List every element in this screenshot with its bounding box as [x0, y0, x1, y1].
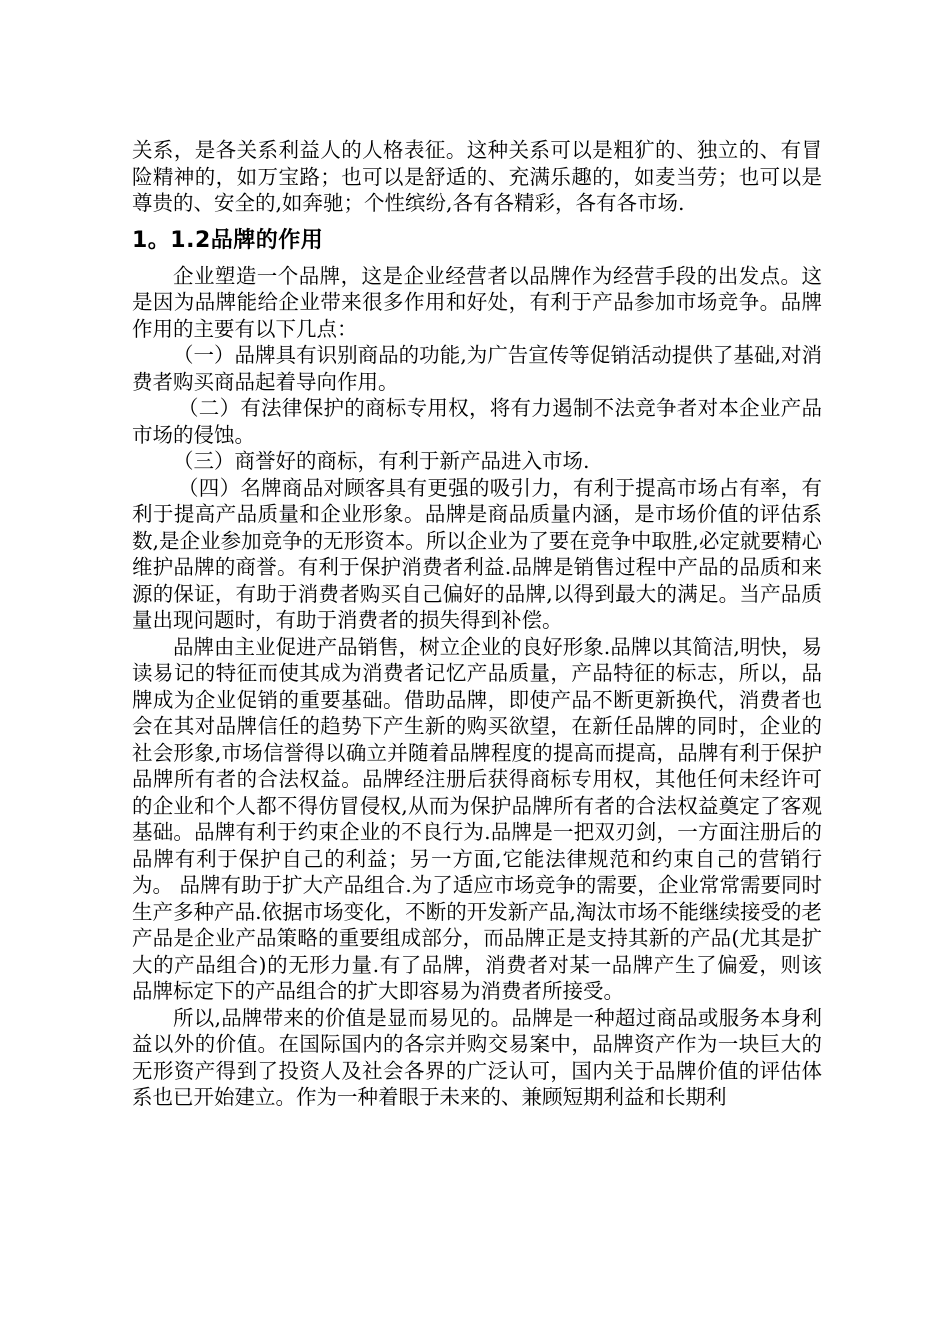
paragraph-intro: 企业塑造一个品牌，这是企业经营者以品牌作为经营手段的出发点。这是因为品牌能给企业带来很多作用和好处，有利于产品参加市场竞争。品牌作用的主要有以下几点：: [132, 263, 822, 341]
paragraph-point-1: （一）品牌具有识别商品的功能,为广告宣传等促销活动提供了基础,对消费者购买商品起着导向作用。: [132, 343, 822, 394]
paragraph-point-3: （三）商誉好的商标，有利于新产品进入市场.: [173, 449, 590, 473]
continuation-paragraph: 关系，是各关系利益人的人格表征。这种关系可以是粗犷的、独立的、有冒险精神的，如万宝路；也可以是舒适的、充满乐趣的，如麦当劳；也可以是尊贵的、安全的,如奔驰；个性缤纷,各有各精彩，各有各市场.: [132, 138, 822, 215]
paragraph-point-4: （四）名牌商品对顾客具有更强的吸引力，有利于提高市场占有率，有利于提高产品质量和企业形象。品牌是商品质量内涵，是市场价值的评估系数,是企业参加竞争的无形资本。所以企业为了要在竞争中取胜,必定就要精心维护品牌的商誉。有利于保护消费者利益.品牌是销售过程中产品的品质和来源的保证，有助于消费者购买自己偏好的品牌,以得到最大的满足。当产品质量出现问题时，有助于消费者的损失得到补偿。: [132, 475, 822, 632]
paragraph-value: 所以,品牌带来的价值是显而易见的。品牌是一种超过商品或服务本身利益以外的价值。在国际国内的各宗并购交易案中，品牌资产作为一块巨大的无形资产得到了投资人及社会各界的广泛认可，国内关于品牌价值的评估体系也已开始建立。作为一种着眼于未来的、兼顾短期利益和长期利: [132, 1005, 822, 1109]
section-heading: 1。1.2品牌的作用: [132, 227, 324, 253]
paragraph-point-2: （二）有法律保护的商标专用权，将有力遏制不法竞争者对本企业产品市场的侵蚀。: [132, 396, 822, 447]
page-content: [132, 137, 822, 1111]
paragraph-promotion: 品牌由主业促进产品销售，树立企业的良好形象.品牌以其简洁,明快，易读易记的特征而使其成为消费者记忆产品质量，产品特征的标志，所以，品牌成为企业促销的重要基础。借助品牌，即使产品不断更新换代，消费者也会在其对品牌信任的趋势下产生新的购买欲望，在新任品牌的同时，企业的社会形象,市场信誉得以确立并随着品牌程度的提高而提高，品牌有利于保护品牌所有者的合法权益。品牌经注册后获得商标专用权，其他任何未经许可的企业和个人都不得仿冒侵权,从而为保护品牌所有者的合法权益奠定了客观基础。品牌有利于约束企业的不良行为.品牌是一把双刃剑，一方面注册后的品牌有利于保护自己的利益；另一方面,它能法律规范和约束自己的营销行为。 品牌有助于扩大产品组合.为了适应市场竞争的需要，企业常常需要同时生产多种产品.依据市场变化，不断的开发新产品,淘汰市场不能继续接受的老产品是企业产品策略的重要组成部分，而品牌正是支持其新的产品(尤其是扩大的产品组合)的无形力量.有了品牌，消费者对某一品牌产生了偏爱，则该品牌标定下的产品组合的扩大即容易为消费者所接受。: [132, 634, 822, 1003]
